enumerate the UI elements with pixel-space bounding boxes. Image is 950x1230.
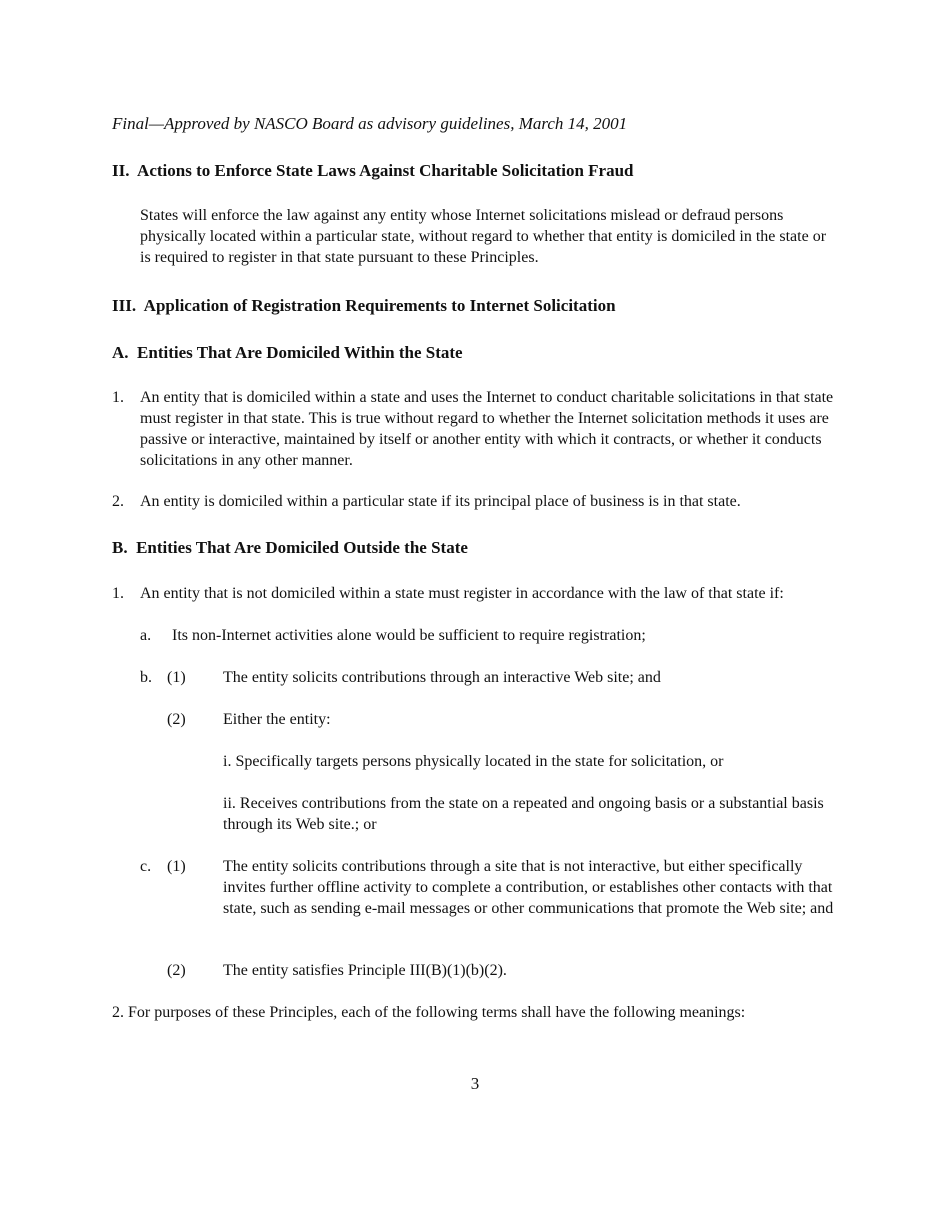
section-A-item2-number: 2. [112,493,124,510]
subitem-b-label: b. [140,669,152,686]
subitem-c1-text: The entity solicits contributions through a site that is not interactive, but either specifically invites further offline activity to complete a contribution, or establishes other contacts with that state, such as sending e-mail messages or other communications that promote the Web site; and [223,858,834,917]
section-A-item1-number: 1. [112,389,124,406]
subitem-c-label: c. [140,858,152,875]
subitem-b1-text: The entity solicits contributions through an interactive Web site; and [223,669,661,686]
subitem-b2-label: (2) [167,711,186,728]
subitem-b2-text: Either the entity: [223,711,331,728]
section-B-number: B. [112,538,128,557]
subitem-b1-label: (1) [167,669,186,686]
section-III-title: Application of Registration Requirements to Internet Solicitation [143,296,616,315]
page-number: 3 [470,1074,480,1093]
section-A-item1-text: An entity that is domiciled within a state and uses the Internet to conduct charitable solicitations in that state must register in that state. This is true without regard to whether the Internet solicitation methods it uses are passive or interactive, maintained by itself or another entity with which it contracts, or whether it conducts solicitations in any other manner. [140,389,834,469]
subitem-a-label: a. [140,627,152,644]
subitem-c2-text: The entity satisfies Principle III(B)(1)(b)(2). [223,962,507,979]
section-II-number: II. [112,161,130,180]
section-B-item2-text: 2. For purposes of these Principles, each of the following terms shall have the following meanings: [112,1004,746,1021]
section-B-item1-number: 1. [112,585,124,602]
header-note: Final—Approved by NASCO Board as advisory guidelines, March 14, 2001 [112,114,628,133]
section-A-number: A. [112,343,129,362]
subitem-c1-label: (1) [167,858,186,875]
subitem-a-text: Its non-Internet activities alone would be sufficient to require registration; [172,627,646,644]
section-II-heading [112,160,634,181]
section-A-item2-text: An entity is domiciled within a particular state if its principal place of business is in that state. [140,493,741,510]
subitem-c2-label: (2) [167,962,186,979]
section-III-heading [112,295,616,316]
section-A-title: Entities That Are Domiciled Within the State [137,343,463,362]
section-B-item1-text: An entity that is not domiciled within a state must register in accordance with the law of that state if: [140,585,784,602]
subitem-b2-ii: ii. Receives contributions from the state on a repeated and ongoing basis or a substantial basis through its Web site.; or [223,795,824,833]
section-III-number: III. [112,296,137,315]
section-A-heading [112,342,463,363]
section-II-title: Actions to Enforce State Laws Against Charitable Solicitation Fraud [137,161,634,180]
section-II-body: States will enforce the law against any entity whose Internet solicitations mislead or defraud persons physically located within a particular state, without regard to whether that entity is domiciled in the state or is required to register in that state pursuant to these Principles. [140,207,827,266]
section-B-title: Entities That Are Domiciled Outside the State [136,538,468,557]
subitem-b2-i: i. Specifically targets persons physically located in the state for solicitation, or [223,753,724,770]
section-B-heading [112,537,468,558]
